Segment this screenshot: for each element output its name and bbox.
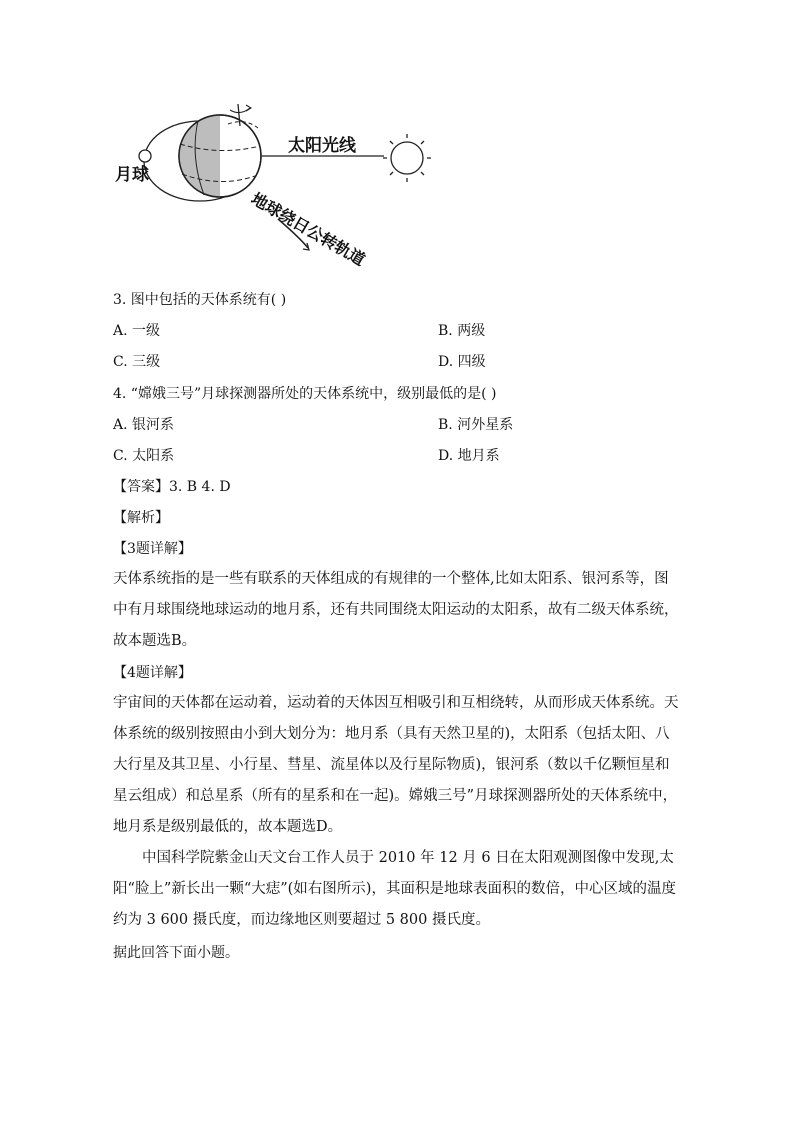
moon (139, 150, 151, 162)
q3-option-c: C. 三级 (113, 354, 161, 370)
q3-option-b: B. 两级 (438, 323, 486, 339)
q4-option-c: C. 太阳系 (113, 448, 175, 464)
sun (383, 134, 431, 182)
q4-option-a: A. 银河系 (113, 417, 175, 433)
analysis-heading: 【解析】 (113, 510, 169, 526)
q4-option-d: D. 地月系 (438, 448, 500, 464)
sunlight-label: 太阳光线 (288, 136, 356, 156)
q4-option-b: B. 河外星系 (438, 417, 514, 433)
q4-stem: 4. “嫦娥三号”月球探测器所处的天体系统中，级别最低的是( ) (113, 386, 497, 402)
q3-option-a: A. 一级 (113, 323, 161, 339)
orbit-label: 地球绕日公转轨道 (248, 189, 369, 270)
q3-option-d: D. 四级 (438, 354, 486, 370)
q4-detail-text: 宇宙间的天体都在运动着，运动着的天体因互相吸引和互相绕转，从而形成天体系统。天体系统的级别按照由小到大划分为：地月系（具有天然卫星的)，太阳系（包括太阳、八大行星及其卫星、小行星、彗星、流星体以及行星际物质)，银河系（数以千亿颗恒星和星云组成）和总星系（所有的星系和在一起)。嫦娥三号”月球探测器所处的天体系统中，地月系是级别最低的，故本题选D。 (113, 695, 679, 835)
moon-label: 月球 (115, 165, 149, 185)
q4-detail-heading: 【4题详解】 (113, 665, 192, 681)
q3-detail-heading: 【3题详解】 (113, 541, 192, 557)
instruction: 据此回答下面小题。 (113, 945, 239, 961)
q3-detail-text: 天体系统指的是一些有联系的天体组成的有规律的一个整体,比如太阳系、银河系等，图中有月球围绕地球运动的地月系，还有共同围绕太阳运动的太阳系，故有二级天体系统，故本题选B。 (113, 571, 679, 649)
earth (179, 115, 261, 197)
earth-moon-sun-diagram (100, 96, 440, 286)
q3-stem: 3. 图中包括的天体系统有( ) (113, 292, 287, 308)
answer: 【答案】3. B 4. D (113, 479, 231, 495)
passage: 中国科学院紫金山天文台工作人员于 2010 年 12 月 6 日在太阳观测图像中发现,太阳“脸上”新长出一颗“大痣”(如右图所示)，其面积是地球表面积的数倍，中心区域的温度约为 3 600 摄氏度，而边缘地区则要超过 5 800 摄氏度。 (113, 850, 676, 928)
